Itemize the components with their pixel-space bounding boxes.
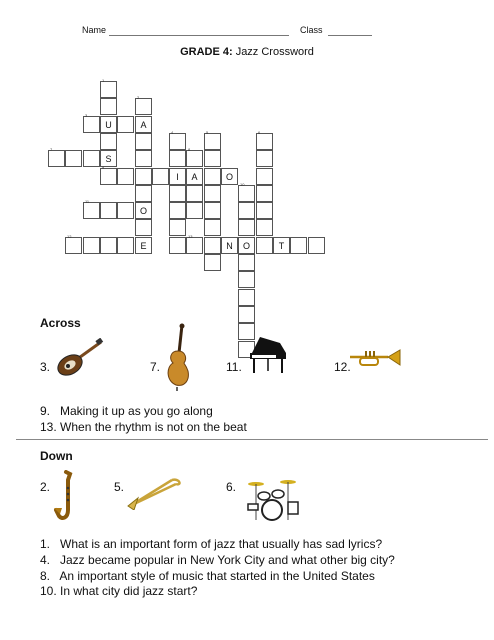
crossword-cell[interactable] [117, 202, 134, 219]
cell-number: 4 [171, 130, 174, 135]
crossword-cell[interactable] [83, 199, 100, 219]
cell-number: 10 [240, 182, 245, 187]
crossword-cell[interactable] [221, 237, 238, 254]
crossword-cell[interactable] [204, 202, 221, 219]
cell-number: 7 [50, 147, 53, 152]
clue-number: 5. [114, 480, 125, 494]
cell-number: 2 [137, 95, 140, 100]
crossword-cell[interactable] [135, 116, 152, 133]
crossword-cell[interactable] [221, 168, 238, 185]
crossword-cell[interactable] [100, 202, 117, 219]
electric-guitar-icon [54, 338, 104, 378]
cell-letter: U [105, 120, 112, 130]
crossword-cell[interactable] [256, 150, 273, 167]
crossword-cell[interactable] [238, 237, 255, 254]
crossword-cell[interactable] [135, 219, 152, 236]
crossword-cell[interactable] [100, 237, 117, 254]
cell-letter: O [242, 241, 250, 251]
crossword-cell[interactable] [169, 185, 186, 202]
clue-number: 7. [150, 360, 161, 374]
crossword-cell[interactable] [290, 237, 307, 254]
cell-number: 11 [85, 199, 90, 204]
crossword-cell[interactable] [169, 202, 186, 219]
crossword-cell[interactable] [65, 234, 82, 254]
crossword-cell[interactable] [135, 150, 152, 167]
crossword-cell[interactable] [273, 237, 290, 254]
across-clue-3 [40, 338, 100, 380]
trombone-icon [124, 474, 182, 510]
crossword-cell[interactable] [238, 182, 255, 202]
cell-letter: A [140, 120, 147, 130]
crossword-cell[interactable] [238, 271, 255, 288]
down-clue-6 [226, 476, 301, 526]
clue-number: 11. [226, 360, 242, 374]
crossword-cell[interactable] [238, 219, 255, 236]
crossword-cell[interactable] [100, 116, 117, 133]
crossword-cell[interactable] [135, 95, 152, 115]
across-clue-12 [334, 348, 404, 376]
crossword-cell[interactable] [135, 133, 152, 150]
down-clue-4: 4. Jazz became popular in New York City and what other big city? [40, 553, 395, 567]
crossword-cell[interactable] [117, 168, 134, 185]
trumpet-icon [348, 348, 402, 370]
crossword-cell[interactable] [169, 219, 186, 236]
cell-number: 6 [258, 130, 261, 135]
crossword-cell[interactable] [186, 202, 203, 219]
crossword-cell[interactable] [65, 150, 82, 167]
crossword-cell[interactable] [256, 185, 273, 202]
across-clue-11 [226, 333, 291, 381]
crossword-cell[interactable] [169, 130, 186, 150]
class-label: Class [300, 25, 323, 35]
crossword-cell[interactable] [83, 150, 100, 167]
crossword-cell[interactable] [186, 185, 203, 202]
crossword-cell[interactable] [135, 168, 152, 185]
down-clue-10: 10. In what city did jazz start? [40, 584, 198, 598]
crossword-cell[interactable] [256, 202, 273, 219]
crossword-cell[interactable] [204, 150, 221, 167]
crossword-cell[interactable] [204, 254, 221, 271]
crossword-cell[interactable] [256, 219, 273, 236]
cell-letter: S [105, 154, 112, 164]
crossword-cell[interactable] [256, 168, 273, 185]
cell-letter: O [225, 172, 233, 182]
saxophone-icon [52, 470, 78, 524]
section-divider [16, 439, 488, 440]
cell-number: 12 [67, 234, 72, 239]
crossword-cell[interactable] [204, 237, 221, 254]
across-clue-13: 13. When the rhythm is not on the beat [40, 420, 247, 434]
cell-letter: I [176, 172, 179, 182]
crossword-cell[interactable] [238, 254, 255, 271]
crossword-cell[interactable] [100, 98, 117, 115]
crossword-cell[interactable] [204, 219, 221, 236]
down-heading: Down [40, 449, 73, 463]
cell-letter: N [226, 241, 233, 251]
crossword-cell[interactable] [204, 130, 221, 150]
crossword-cell[interactable] [256, 237, 273, 254]
cell-number: 1 [102, 78, 105, 83]
crossword-cell[interactable] [169, 150, 186, 167]
crossword-cell[interactable] [308, 237, 325, 254]
cell-letter: O [139, 206, 147, 216]
crossword-cell[interactable] [117, 116, 134, 133]
down-clue-5 [114, 474, 184, 514]
down-clue-2 [40, 470, 80, 525]
down-clue-8: 8. An important style of music that started in the United States [40, 569, 375, 583]
cell-number: 13 [188, 234, 193, 239]
crossword-cell[interactable] [204, 185, 221, 202]
crossword-cell[interactable] [83, 113, 100, 133]
crossword-cell[interactable] [186, 234, 203, 254]
cell-number: 8 [188, 147, 191, 152]
across-clue-9: 9. Making it up as you go along [40, 404, 213, 418]
crossword-cell[interactable] [135, 185, 152, 202]
cell-letter: E [140, 241, 147, 251]
across-clue-7 [150, 323, 200, 393]
cell-number: 5 [206, 130, 209, 135]
crossword-cell[interactable] [135, 202, 152, 219]
crossword-cell[interactable] [117, 237, 134, 254]
cell-letter: A [191, 172, 198, 182]
crossword-cell[interactable] [186, 147, 203, 167]
crossword-cell[interactable] [83, 237, 100, 254]
clue-number: 2. [40, 480, 51, 494]
crossword-cell[interactable] [256, 130, 273, 150]
crossword-cell[interactable] [238, 289, 255, 306]
double-bass-icon [162, 323, 194, 391]
crossword-cell[interactable] [238, 202, 255, 219]
title-grade: GRADE 4: [180, 46, 233, 58]
down-clue-1: 1. What is an important form of jazz that usually has sad lyrics? [40, 537, 383, 551]
title-text: Jazz Crossword [235, 46, 314, 58]
crossword-cell[interactable] [238, 306, 255, 323]
crossword-cell[interactable] [100, 165, 117, 185]
clue-number: 6. [226, 480, 237, 494]
drum-kit-icon [244, 476, 300, 524]
crossword-cell[interactable] [169, 237, 186, 254]
cell-letter: T [278, 241, 285, 251]
cell-number: 3 [85, 113, 88, 118]
across-heading: Across [40, 316, 81, 330]
crossword-cell[interactable] [100, 78, 117, 98]
clue-number: 3. [40, 360, 51, 374]
crossword-cell[interactable] [186, 168, 203, 185]
crossword-cell[interactable] [100, 133, 117, 150]
cell-number: 9 [102, 165, 105, 170]
crossword-cell[interactable] [169, 168, 186, 185]
crossword-cell[interactable] [135, 237, 152, 254]
grand-piano-icon [246, 333, 290, 377]
name-label: Name [82, 25, 107, 35]
clue-number: 12. [334, 360, 351, 374]
crossword-cell[interactable] [204, 168, 221, 185]
crossword-cell[interactable] [152, 168, 169, 185]
crossword-cell[interactable] [48, 147, 65, 167]
